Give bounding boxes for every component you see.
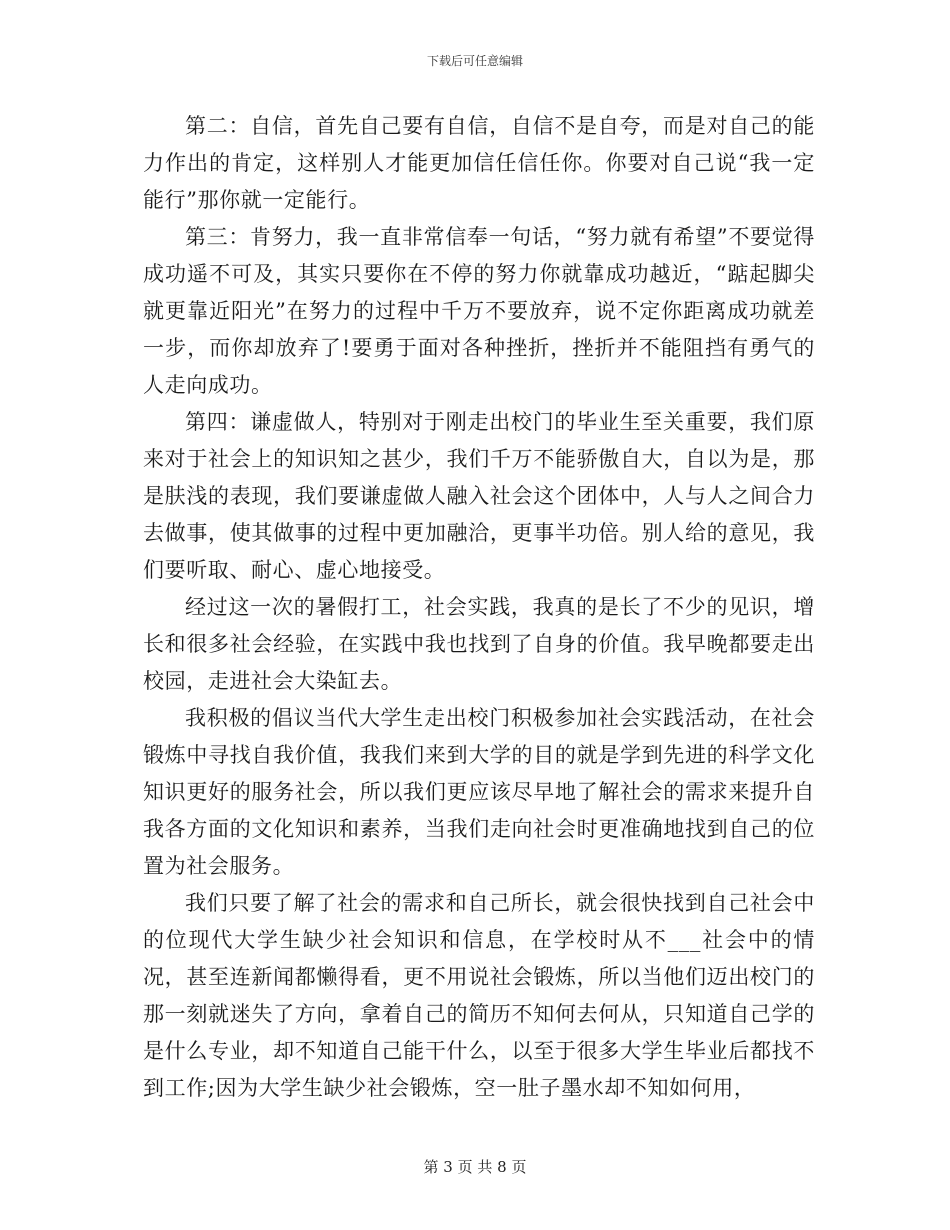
paragraph-advocacy: 我积极的倡议当代大学生走出校门积极参加社会实践活动，在社会锻炼中寻找自我价值，我我们来到大学的目的就是学到先进的科学文化知识更好的服务社会，所以我们更应该尽早地了解社会的需求来提升自我各方面的文化知识和素养，当我们走向社会时更准确地找到自己的位置为社会服务。 [143, 706, 815, 878]
document-body [143, 108, 815, 1107]
paragraph-confidence: 第二：自信，首先自己要有自信，自信不是自夸，而是对自己的能力作出的肯定，这样别人才能更加信任信任你。你要对自己说“我一定能行”那你就一定能行。 [143, 114, 815, 212]
paragraph-social-needs: 我们只要了解了社会的需求和自己所长，就会很快找到自己社会中的位现代大学生缺少社会知识和信息，在学校时从不___社会中的情况，甚至连新闻都懒得看，更不用说社会锻炼，所以当他们迈出校门的那一刻就迷失了方向，拿着自己的简历不知何去何从，只知道自己学的是什么专业，却不知道自己能干什么，以至于很多大学生毕业后都找不到工作;因为大学生缺少社会锻炼，空一肚子墨水却不知如何用， [143, 891, 815, 1100]
paragraph-modesty: 第四：谦虚做人，特别对于刚走出校门的毕业生至关重要，我们原来对于社会上的知识知之甚少，我们千万不能骄傲自大，自以为是，那是肤浅的表现，我们要谦虚做人融入社会这个团体中，人与人之间合力去做事，使其做事的过程中更加融洽，更事半功倍。别人给的意见，我们要听取、耐心、虚心地接受。 [143, 410, 815, 582]
paragraph-effort: 第三：肯努力，我一直非常信奉一句话，“努力就有希望”不要觉得成功遥不可及，其实只要你在不停的努力你就靠成功越近，“踮起脚尖就更靠近阳光”在努力的过程中千万不要放弃，说不定你距离成功就差一步，而你却放弃了!要勇于面对各种挫折，挫折并不能阻挡有勇气的人走向成功。 [143, 225, 815, 397]
paragraph-summer-work: 经过这一次的暑假打工，社会实践，我真的是长了不少的见识，增长和很多社会经验，在实践中我也找到了自身的价值。我早晚都要走出校园，走进社会大染缸去。 [143, 595, 815, 693]
page-footer: 第 3 页 共 8 页 [423, 1158, 527, 1176]
page-header: 下载后可任意编辑 [426, 54, 523, 68]
